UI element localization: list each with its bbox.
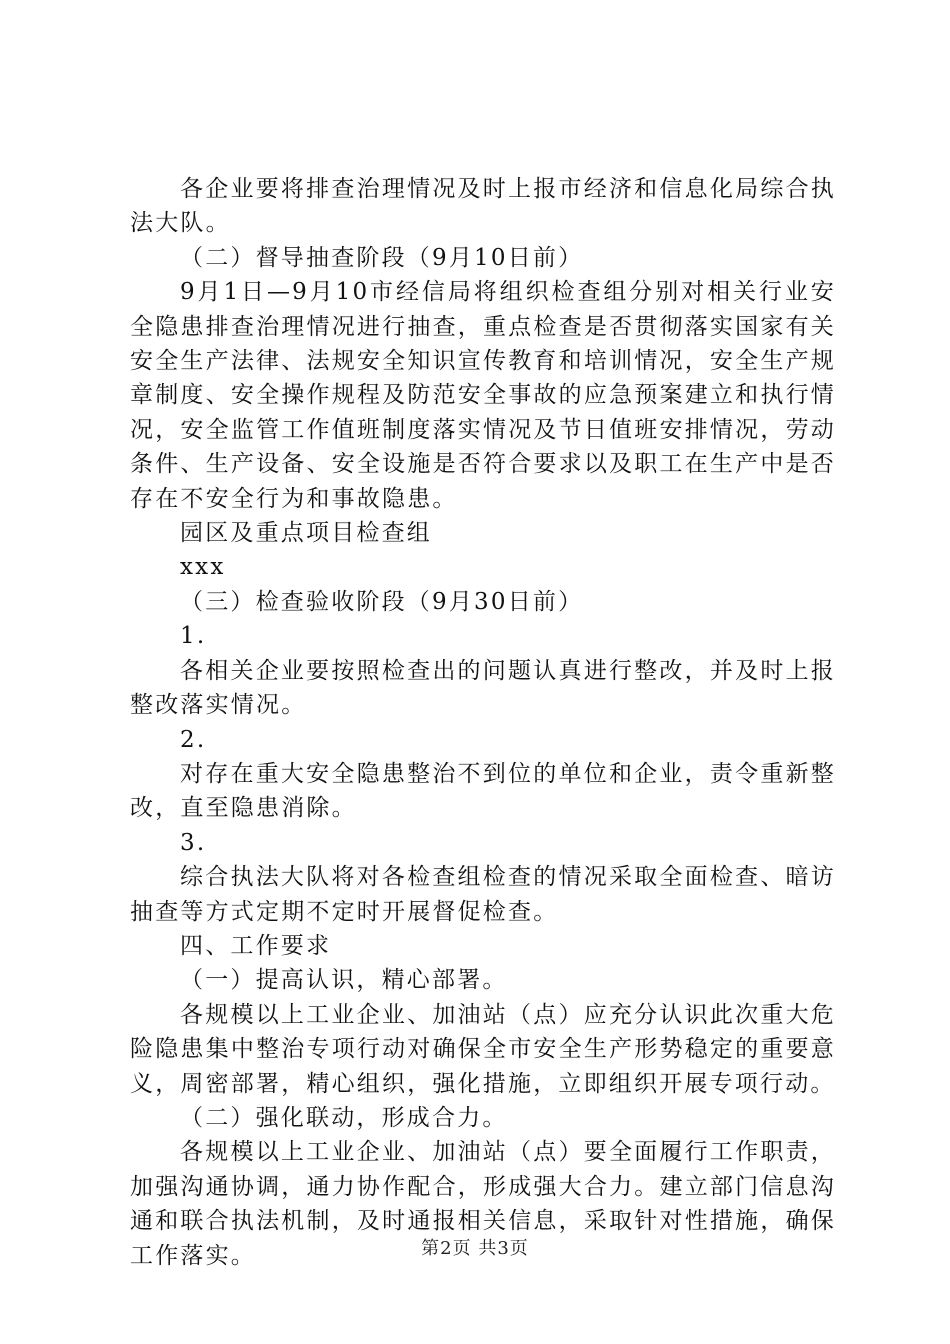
paragraph-raise-awareness: 各规模以上工业企业、加油站（点）应充分认识此次重大危险隐患集中整治专项行动对确保全市安全生产形势稳定的重要意义，周密部署，精心组织，强化措施，立即组织开展专项行动。 (130, 1001, 836, 1097)
paragraph-placeholder-name: xxx (180, 554, 226, 581)
list-number-1: 1. (180, 623, 207, 650)
heading-acceptance-stage: （三）检查验收阶段（9月30日前） (180, 588, 584, 615)
paragraph-spot-check-content: 9月1日—9月10市经信局将组织检查组分别对相关行业安全隐患排查治理情况进行抽查，重点检查是否贯彻落实国家有关安全生产法律、法规安全知识宣传教育和培训情况，安全生产规章制度、安全操作规程及防范安全事故的应急预案建立和执行情况，安全监管工作值班制度落实情况及节日值班安排情况，劳动条件、生产设备、安全设施是否符合要求以及职工在生产中是否存在不安全行为和事故隐患。 (130, 279, 836, 512)
paragraph-rectification-report: 各相关企业要按照检查出的问题认真进行整改，并及时上报整改落实情况。 (130, 657, 836, 719)
heading-raise-awareness: （一）提高认识，精心部署。 (180, 967, 508, 994)
paragraph-inspection-group: 园区及重点项目检查组 (180, 520, 432, 547)
paragraph-supervision-inspection: 综合执法大队将对各检查组检查的情况采取全面检查、暗访抽查等方式定期不定时开展督促检查。 (130, 864, 836, 925)
heading-supervision-stage: （二）督导抽查阶段（9月10日前） (180, 244, 584, 271)
list-number-3: 3. (180, 829, 207, 856)
list-number-2: 2. (180, 726, 207, 753)
paragraph-strengthen-linkage: 各规模以上工业企业、加油站（点）要全面履行工作职责，加强沟通协调，通力协作配合，形成强大合力。建立部门信息沟通和联合执法机制，及时通报相关信息，采取针对性措施，确保工作落实。 (130, 1139, 836, 1269)
page-footer: 第2页 共3页 (421, 1238, 529, 1259)
heading-work-requirements: 四、工作要求 (180, 932, 332, 959)
document-body (130, 172, 836, 1273)
paragraph-order-rectification: 对存在重大安全隐患整治不到位的单位和企业，责令重新整改，直至隐患消除。 (130, 760, 836, 822)
heading-strengthen-linkage: （二）强化联动，形成合力。 (180, 1104, 508, 1131)
paragraph-report-to-bureau: 各企业要将排查治理情况及时上报市经济和信息化局综合执法大队。 (130, 176, 836, 237)
